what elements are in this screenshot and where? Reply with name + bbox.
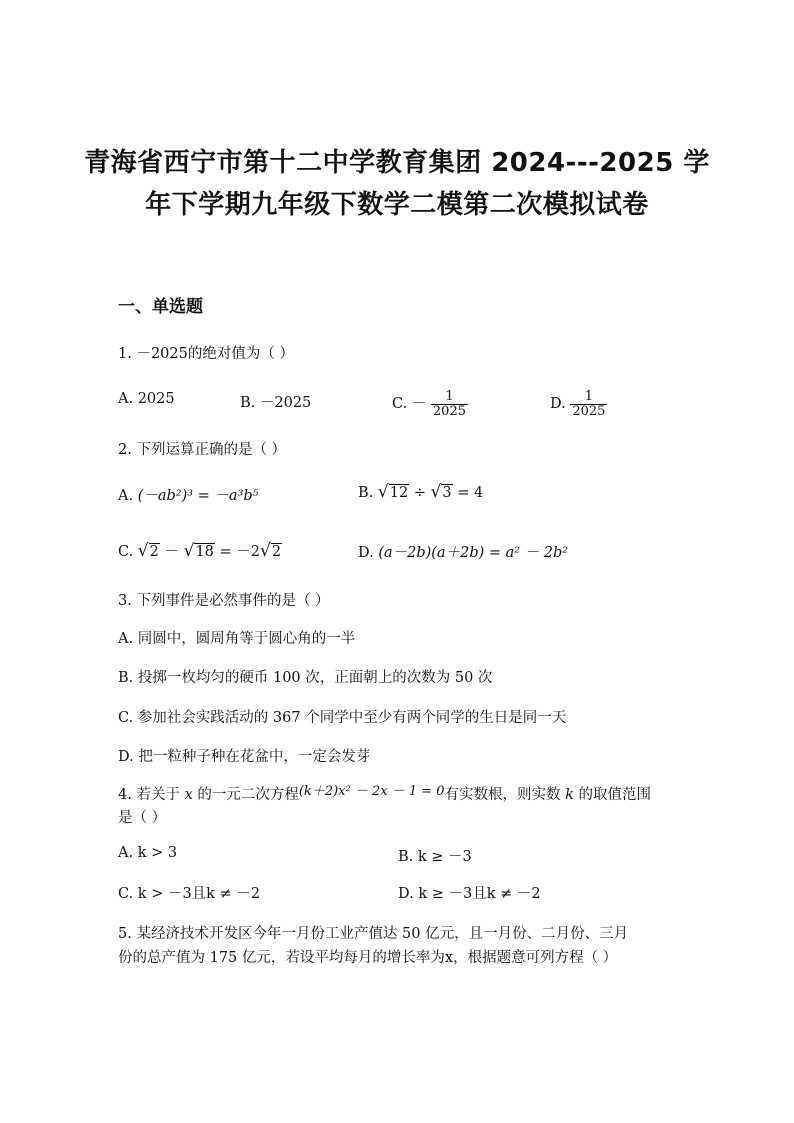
exam-title-line-1: 青海省西宁市第十二中学教育集团 2024---2025 学	[84, 148, 710, 178]
question-4-option-b: B. k ≥ －3	[398, 849, 472, 865]
question-5-stem-line-1: 5. 某经济技术开发区今年一月份工业产值达 50 亿元，且一月份、二月份、三月	[118, 926, 629, 942]
question-1-option-b: B. －2025	[240, 395, 312, 411]
square-root: √2	[259, 541, 282, 561]
question-2-option-d: D. (a－2b)(a＋2b) = a² － 2b²	[358, 545, 569, 561]
question-1-option-c: C. － $\frac{1}{2025}$	[392, 388, 466, 419]
question-1-option-d: D. $\frac{1}{2025}$	[550, 388, 606, 419]
square-root: √2	[137, 541, 159, 561]
question-2-option-b: B. √12 ÷ √3 = 4	[358, 482, 484, 502]
question-2-option-a: A. (－ab²)³ = －a³b⁵	[118, 488, 259, 504]
question-3-option-a: A. 同圆中，圆周角等于圆心角的一半	[118, 631, 356, 647]
question-1-stem: 1. －2025的绝对值为（ ）	[118, 346, 294, 362]
fraction: $\frac{1}{2025}$	[432, 388, 466, 419]
square-root: √18	[183, 541, 214, 561]
question-1-option-a: A. 2025	[118, 391, 175, 407]
square-root: √12	[377, 482, 409, 502]
question-3-option-c: C. 参加社会实践活动的 367 个同学中至少有两个同学的生日是同一天	[118, 710, 567, 726]
question-4-option-a: A. k > 3	[118, 845, 178, 861]
question-4-stem: 4. 若关于 x 的一元二次方程(k＋2)x² － 2x － 1 = 0有实数根，则实数 k 的取值范围	[118, 784, 652, 803]
exam-title-line-2: 年下学期九年级下数学二模第二次模拟试卷	[145, 190, 649, 220]
question-4-option-d: D. k ≥ －3且k ≠ －2	[398, 886, 541, 902]
square-root: √3	[430, 482, 452, 502]
question-5-stem-line-2: 份的总产值为 175 亿元，若设平均每月的增长率为x，根据题意可列方程（ ）	[118, 950, 618, 966]
question-3-option-d: D. 把一粒种子种在花盆中，一定会发芽	[118, 749, 371, 765]
fraction: $\frac{1}{2025}$	[572, 388, 606, 419]
question-2-option-c: C. √2 － √18 = －2√2	[118, 541, 282, 561]
section-heading: 一、单选题	[118, 297, 203, 317]
question-3-stem: 3. 下列事件是必然事件的是（ ）	[118, 593, 330, 609]
question-4-option-c: C. k > －3且k ≠ －2	[118, 886, 261, 902]
question-4-stem-line-2: 是（ ）	[118, 810, 167, 826]
question-3-option-b: B. 投掷一枚均匀的硬币 100 次，正面朝上的次数为 50 次	[118, 670, 493, 686]
question-2-stem: 2. 下列运算正确的是（ ）	[118, 442, 287, 458]
